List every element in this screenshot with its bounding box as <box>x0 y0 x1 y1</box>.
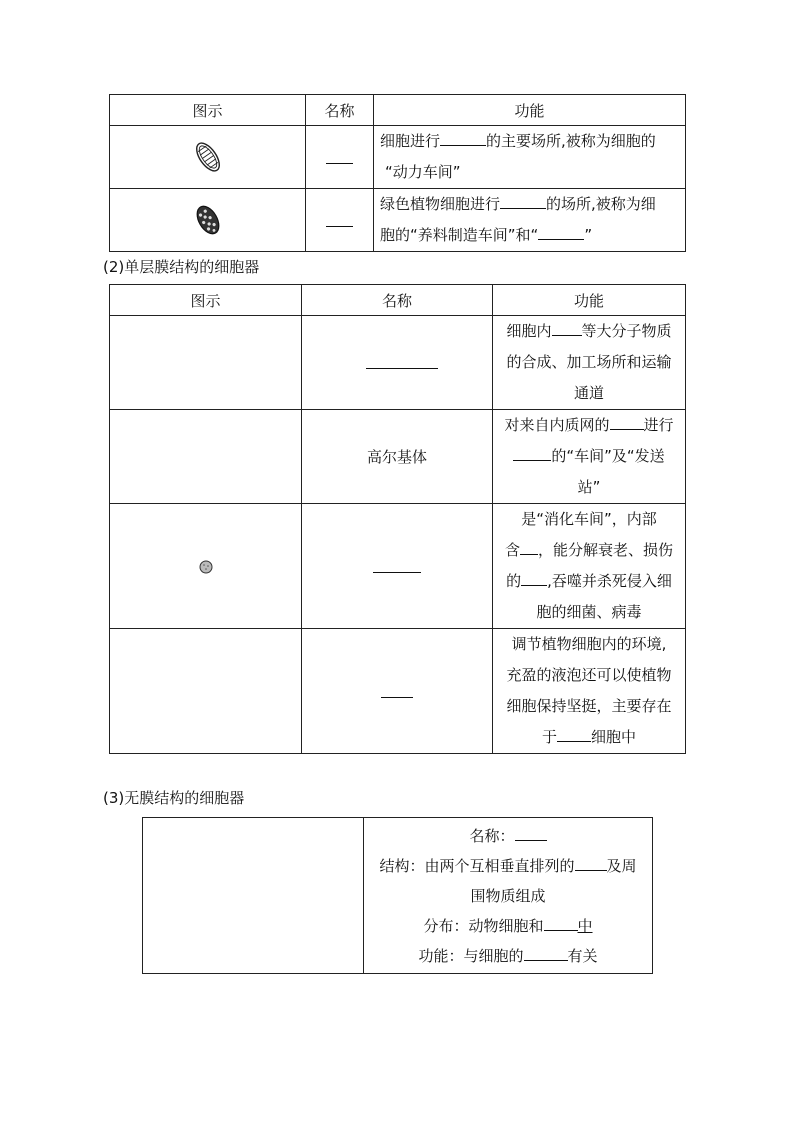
name-blank[interactable] <box>366 352 438 369</box>
mitochondrion-icon <box>193 139 223 175</box>
name-cell <box>302 629 493 754</box>
diagram-cell <box>110 629 302 754</box>
name-cell: 高尔基体 <box>302 410 493 504</box>
answer-blank[interactable] <box>538 223 584 240</box>
table-header-row <box>110 285 686 316</box>
name-blank[interactable] <box>381 681 413 698</box>
name-cell <box>302 316 493 410</box>
diagram-cell <box>143 818 364 974</box>
answer-blank[interactable] <box>524 944 568 961</box>
table-row <box>110 126 686 189</box>
table-row <box>110 316 686 410</box>
lysosome-icon <box>198 559 214 575</box>
answer-blank[interactable] <box>521 569 547 586</box>
diagram-cell <box>110 504 302 629</box>
diagram-cell <box>110 316 302 410</box>
name-cell <box>302 504 493 629</box>
diagram-cell <box>110 189 306 252</box>
header-function: 功能 <box>374 95 686 126</box>
section-2-heading: (2)单层膜结构的细胞器 <box>103 258 260 276</box>
answer-blank[interactable] <box>575 854 607 871</box>
answer-blank[interactable] <box>513 444 551 461</box>
answer-blank[interactable] <box>440 129 486 146</box>
function-cell: 细胞进行 的主要场所,被称为细胞的 “动力车间” <box>374 126 686 189</box>
table-row <box>110 504 686 629</box>
function-cell: 细胞内 等大分子物质 的合成、加工场所和运输 通道 <box>493 316 686 410</box>
table-header-row <box>110 95 686 126</box>
header-diagram: 图示 <box>110 95 306 126</box>
function-cell: 调节植物细胞内的环境, 充盈的液泡还可以使植物 细胞保持坚挺，主要存在 于 细胞中 <box>493 629 686 754</box>
name-cell <box>306 189 374 252</box>
table-row <box>143 818 653 974</box>
function-cell: 名称： 结构：由两个互相垂直排列的 及周 围物质组成 分布：动物细胞和 中 功能：与细胞的 有关 <box>364 818 653 974</box>
table-single-membrane <box>109 284 686 754</box>
name-blank[interactable] <box>515 824 547 841</box>
table-row <box>110 189 686 252</box>
answer-blank[interactable] <box>557 725 591 742</box>
diagram-cell <box>110 126 306 189</box>
answer-blank[interactable] <box>552 319 582 336</box>
table-row <box>110 629 686 754</box>
chloroplast-icon <box>194 202 222 238</box>
header-name: 名称 <box>306 95 374 126</box>
name-blank[interactable] <box>373 556 421 573</box>
diagram-cell <box>110 410 302 504</box>
name-cell <box>306 126 374 189</box>
header-function: 功能 <box>493 285 686 316</box>
table-non-membrane <box>142 817 653 974</box>
function-cell: 绿色植物细胞进行 的场所,被称为细 胞的“养料制造车间”和“ ” <box>374 189 686 252</box>
table-double-membrane <box>109 94 686 252</box>
table-row <box>110 410 686 504</box>
answer-blank[interactable] <box>520 538 538 555</box>
function-cell: 对来自内质网的 进行 的“车间”及“发送 站” <box>493 410 686 504</box>
answer-blank[interactable] <box>610 413 644 430</box>
answer-blank[interactable] <box>544 914 578 931</box>
header-diagram: 图示 <box>110 285 302 316</box>
answer-blank[interactable] <box>500 192 546 209</box>
name-blank[interactable] <box>326 210 353 227</box>
function-cell: 是“消化车间”，内部 含 ，能分解衰老、损伤 的 ,吞噬并杀死侵入细 胞的细菌、病毒 <box>493 504 686 629</box>
header-name: 名称 <box>302 285 493 316</box>
section-3-heading: (3)无膜结构的细胞器 <box>103 789 245 807</box>
name-blank[interactable] <box>326 147 353 164</box>
